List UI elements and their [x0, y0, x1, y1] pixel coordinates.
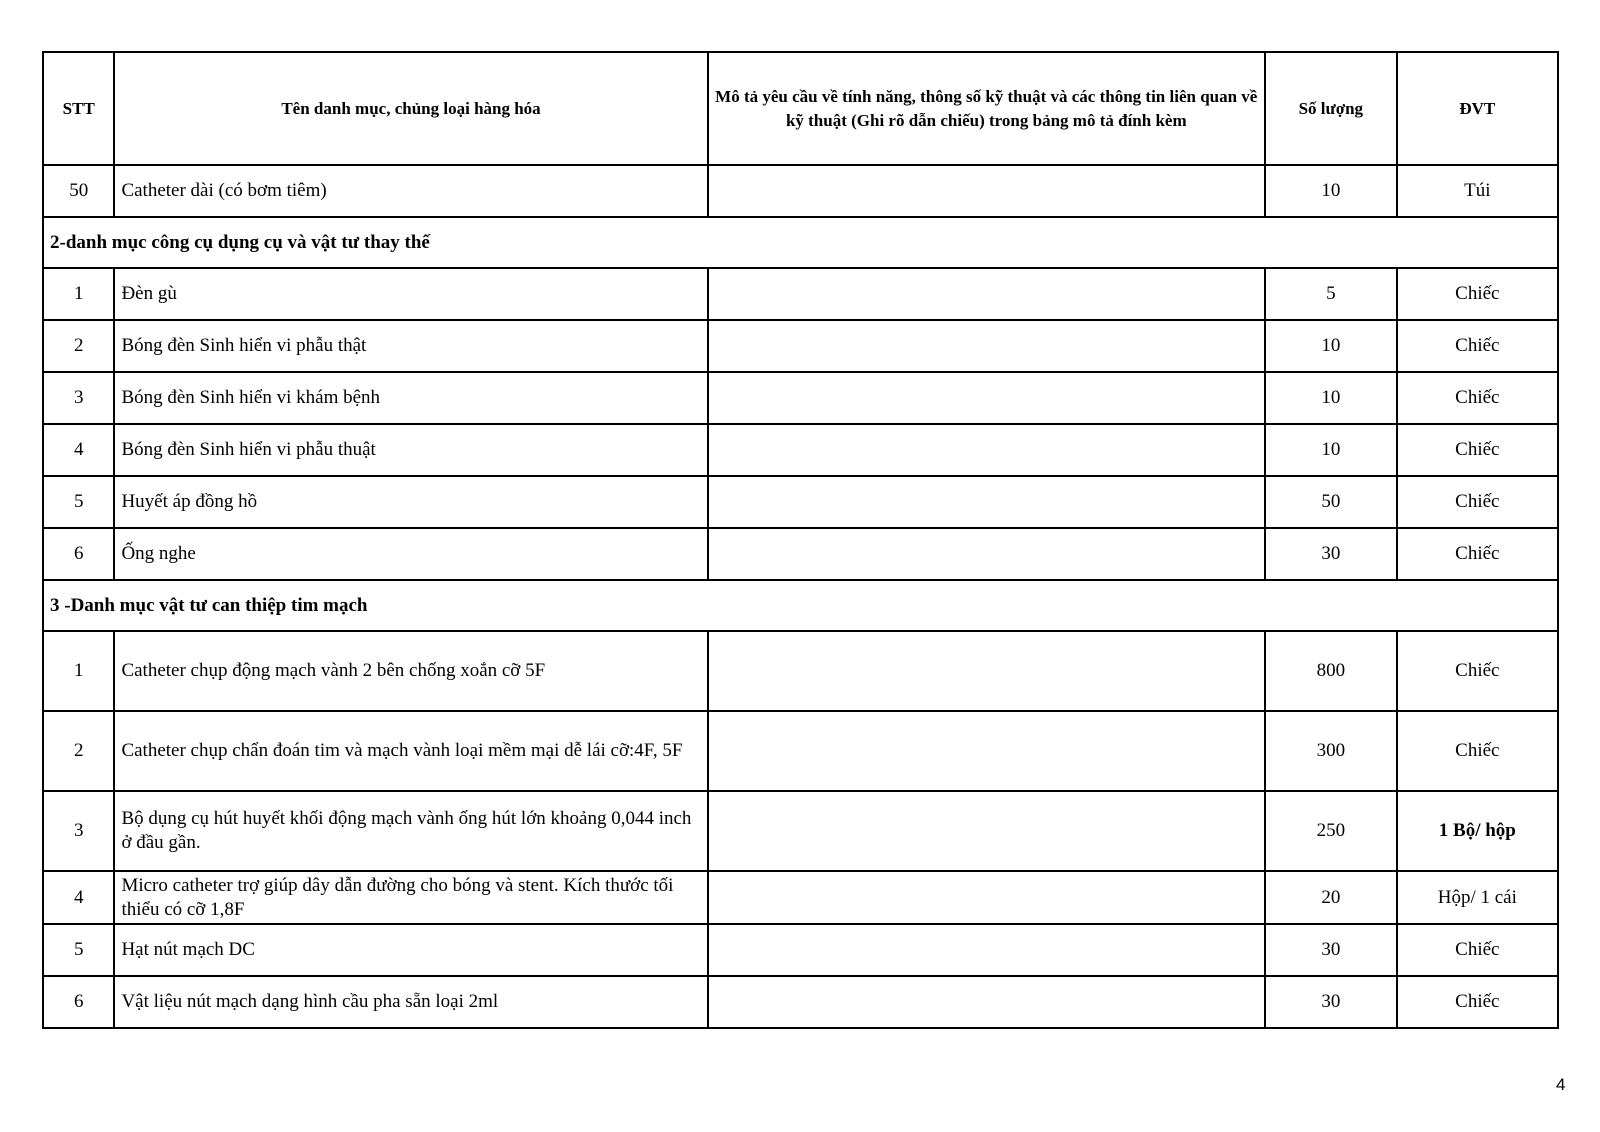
cell-qty: 30	[1265, 528, 1397, 580]
cell-unit: Chiếc	[1397, 424, 1558, 476]
cell-qty: 300	[1265, 711, 1397, 791]
cell-stt: 5	[43, 924, 114, 976]
cell-name: Hạt nút mạch DC	[114, 924, 707, 976]
cell-desc	[708, 268, 1265, 320]
cell-desc	[708, 424, 1265, 476]
cell-unit: Chiếc	[1397, 268, 1558, 320]
cell-stt: 2	[43, 320, 114, 372]
table-row	[43, 976, 1558, 1028]
page-number: 4	[1556, 1075, 1566, 1094]
table-row	[43, 268, 1558, 320]
table-row	[43, 871, 1558, 924]
cell-qty: 5	[1265, 268, 1397, 320]
cell-qty: 20	[1265, 871, 1397, 924]
table-header-row	[43, 52, 1558, 165]
table-row	[43, 791, 1558, 871]
table-row	[43, 476, 1558, 528]
cell-qty: 10	[1265, 372, 1397, 424]
table-row	[43, 631, 1558, 711]
section-row	[43, 217, 1558, 268]
table-row	[43, 711, 1558, 791]
cell-unit: Chiếc	[1397, 372, 1558, 424]
cell-desc	[708, 791, 1265, 871]
cell-desc	[708, 711, 1265, 791]
cell-qty: 30	[1265, 924, 1397, 976]
table-row	[43, 165, 1558, 217]
cell-stt: 50	[43, 165, 114, 217]
header-name: Tên danh mục, chủng loại hàng hóa	[114, 52, 707, 165]
cell-name: Catheter chụp động mạch vành 2 bên chống xoắn cỡ 5F	[114, 631, 707, 711]
header-desc: Mô tả yêu cầu về tính năng, thông số kỹ thuật và các thông tin liên quan về kỹ thuật (Ghi rõ dẫn chiếu) trong bảng mô tả đính kèm	[708, 52, 1265, 165]
cell-stt: 6	[43, 976, 114, 1028]
cell-name: Đèn gù	[114, 268, 707, 320]
cell-desc	[708, 476, 1265, 528]
cell-unit: Chiếc	[1397, 631, 1558, 711]
cell-unit: Hộp/ 1 cái	[1397, 871, 1558, 924]
cell-name: Micro catheter trợ giúp dây dẫn đường cho bóng và stent. Kích thước tối thiểu có cỡ 1,8F	[114, 871, 707, 924]
cell-stt: 1	[43, 268, 114, 320]
cell-stt: 3	[43, 372, 114, 424]
table-row	[43, 372, 1558, 424]
cell-name: Ống nghe	[114, 528, 707, 580]
cell-qty: 10	[1265, 320, 1397, 372]
cell-name: Bóng đèn Sinh hiển vi khám bệnh	[114, 372, 707, 424]
cell-stt: 4	[43, 424, 114, 476]
section-title: 2-danh mục công cụ dụng cụ và vật tư thay thế	[43, 217, 1558, 268]
table-row	[43, 424, 1558, 476]
cell-qty: 30	[1265, 976, 1397, 1028]
table-row	[43, 528, 1558, 580]
cell-qty: 50	[1265, 476, 1397, 528]
cell-unit: Chiếc	[1397, 711, 1558, 791]
cell-unit: Túi	[1397, 165, 1558, 217]
table-row	[43, 320, 1558, 372]
cell-desc	[708, 924, 1265, 976]
cell-unit: Chiếc	[1397, 320, 1558, 372]
table-row	[43, 924, 1558, 976]
procurement-table	[42, 51, 1559, 1029]
cell-unit: Chiếc	[1397, 976, 1558, 1028]
header-stt: STT	[43, 52, 114, 165]
cell-stt: 1	[43, 631, 114, 711]
cell-unit: Chiếc	[1397, 476, 1558, 528]
cell-stt: 4	[43, 871, 114, 924]
cell-stt: 5	[43, 476, 114, 528]
cell-qty: 250	[1265, 791, 1397, 871]
section-row	[43, 580, 1558, 631]
cell-name: Bộ dụng cụ hút huyết khối động mạch vành ống hút lớn khoảng 0,044 inch ở đầu gần.	[114, 791, 707, 871]
cell-name: Vật liệu nút mạch dạng hình cầu pha sẵn loại 2ml	[114, 976, 707, 1028]
cell-stt: 3	[43, 791, 114, 871]
cell-qty: 800	[1265, 631, 1397, 711]
header-unit: ĐVT	[1397, 52, 1558, 165]
cell-desc	[708, 976, 1265, 1028]
cell-name: Bóng đèn Sinh hiển vi phẫu thuật	[114, 424, 707, 476]
cell-name: Catheter dài (có bơm tiêm)	[114, 165, 707, 217]
cell-stt: 2	[43, 711, 114, 791]
cell-qty: 10	[1265, 424, 1397, 476]
cell-desc	[708, 528, 1265, 580]
cell-unit: Chiếc	[1397, 924, 1558, 976]
cell-qty: 10	[1265, 165, 1397, 217]
cell-desc	[708, 631, 1265, 711]
cell-unit: 1 Bộ/ hộp	[1397, 791, 1558, 871]
cell-name: Huyết áp đồng hồ	[114, 476, 707, 528]
cell-name: Bóng đèn Sinh hiển vi phẫu thật	[114, 320, 707, 372]
cell-desc	[708, 320, 1265, 372]
cell-unit: Chiếc	[1397, 528, 1558, 580]
cell-name: Catheter chụp chẩn đoán tim và mạch vành loại mềm mại dễ lái cỡ:4F, 5F	[114, 711, 707, 791]
cell-stt: 6	[43, 528, 114, 580]
cell-desc	[708, 165, 1265, 217]
cell-desc	[708, 372, 1265, 424]
section-title: 3 -Danh mục vật tư can thiệp tim mạch	[43, 580, 1558, 631]
cell-desc	[708, 871, 1265, 924]
header-qty: Số lượng	[1265, 52, 1397, 165]
